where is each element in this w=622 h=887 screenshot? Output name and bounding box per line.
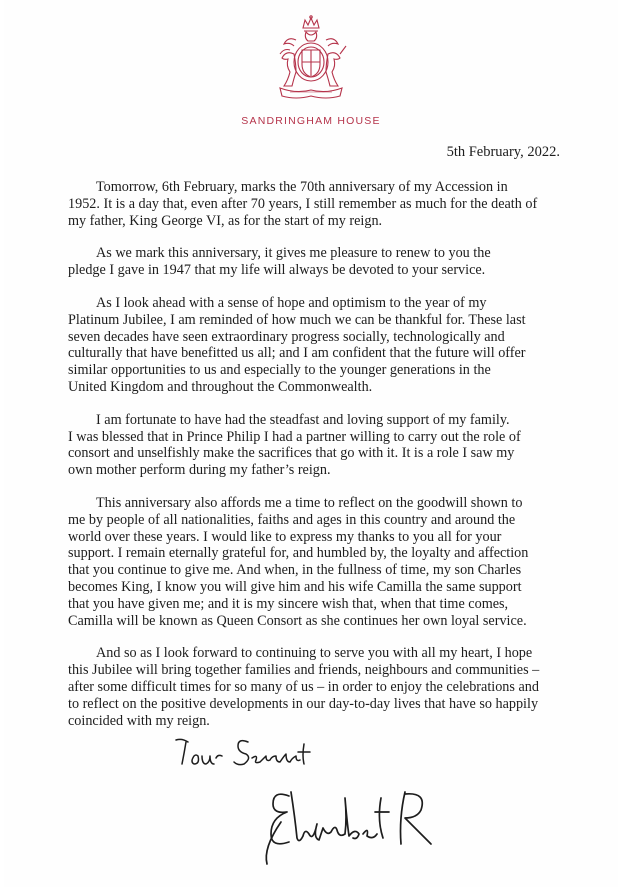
- letter-line: Camilla will be known as Queen Consort as she continues her own loyal service.: [68, 612, 527, 629]
- letter-page: [4, 0, 618, 887]
- letter-line: consort and unselfishly make the sacrifices that go with it. It is a role I saw my: [68, 445, 515, 462]
- letter-line: This anniversary also affords me a time to reflect on the goodwill shown to: [96, 494, 523, 511]
- letter-line: pledge I gave in 1947 that my life will always be devoted to your service.: [68, 262, 486, 279]
- letter-line: me by people of all nationalities, faiths and ages in this country and around the: [68, 511, 516, 528]
- letter-line: 1952. It is a day that, even after 70 years, I still remember as much for the death of: [68, 195, 538, 212]
- letter-body: [68, 179, 588, 745]
- letter-line: similar opportunities to us and especially to the younger generations in the: [68, 362, 491, 379]
- letter-line: becomes King, I know you will give him and his wife Camilla the same support: [68, 578, 522, 595]
- letter-line: this Jubilee will bring together families and friends, neighbours and communities –: [68, 662, 540, 679]
- letter-line: As I look ahead with a sense of hope and optimism to the year of my: [96, 294, 487, 311]
- letter-line: culturally that have benefitted us all; and I am confident that the future will offer: [68, 345, 526, 362]
- letter-line: to reflect on the positive developments in our day-to-day lives that have so happily: [68, 695, 539, 712]
- letter-line: support. I remain eternally grateful for, and humbled by, the loyalty and affection: [68, 545, 529, 562]
- letterhead-address: SANDRINGHAM HOUSE: [241, 115, 381, 127]
- letter-line: after some difficult times for so many of us – in order to enjoy the celebrations and: [68, 678, 539, 695]
- letter-line: I am fortunate to have had the steadfast and loving support of my family.: [96, 411, 510, 428]
- letter-line: I was blessed that in Prince Philip I had a partner willing to carry out the role of: [68, 428, 521, 445]
- handwritten-closing: [172, 730, 322, 780]
- letter-line: And so as I look forward to continuing to serve you with all my heart, I hope: [96, 645, 533, 662]
- letter-paragraph: [68, 295, 588, 396]
- letter-line: As we mark this anniversary, it gives me pleasure to renew to you the: [96, 245, 491, 262]
- letter-paragraph: [68, 412, 588, 479]
- letter-paragraph: [68, 495, 588, 629]
- letter-paragraph: [68, 245, 588, 279]
- letter-line: Tomorrow, 6th February, marks the 70th anniversary of my Accession in: [96, 179, 508, 195]
- letter-line: coincided with my reign.: [68, 712, 210, 729]
- letter-line: that you have given me; and it is my sincere wish that, when that time comes,: [68, 595, 509, 612]
- letter-paragraph: [68, 179, 588, 229]
- letter-line: my father, King George VI, as for the start of my reign.: [68, 212, 383, 229]
- letter-date: 5th February, 2022.: [446, 144, 560, 160]
- letter-line: own mother perform during my father’s reign.: [68, 462, 331, 479]
- letter-line: world over these years. I would like to express my thanks to you all for your: [68, 528, 502, 545]
- letter-line: that you continue to give me. And when, in the fullness of time, my son Charles: [68, 562, 522, 579]
- letter-line: United Kingdom and throughout the Commonwealth.: [68, 378, 373, 395]
- royal-coat-of-arms-icon: [266, 14, 356, 104]
- letter-line: Platinum Jubilee, I am reminded of how much we can be thankful for. These last: [68, 311, 526, 328]
- letter-line: seven decades have seen extraordinary progress socially, technologically and: [68, 328, 505, 345]
- handwritten-signature: [259, 778, 439, 868]
- letter-paragraph: [68, 645, 588, 729]
